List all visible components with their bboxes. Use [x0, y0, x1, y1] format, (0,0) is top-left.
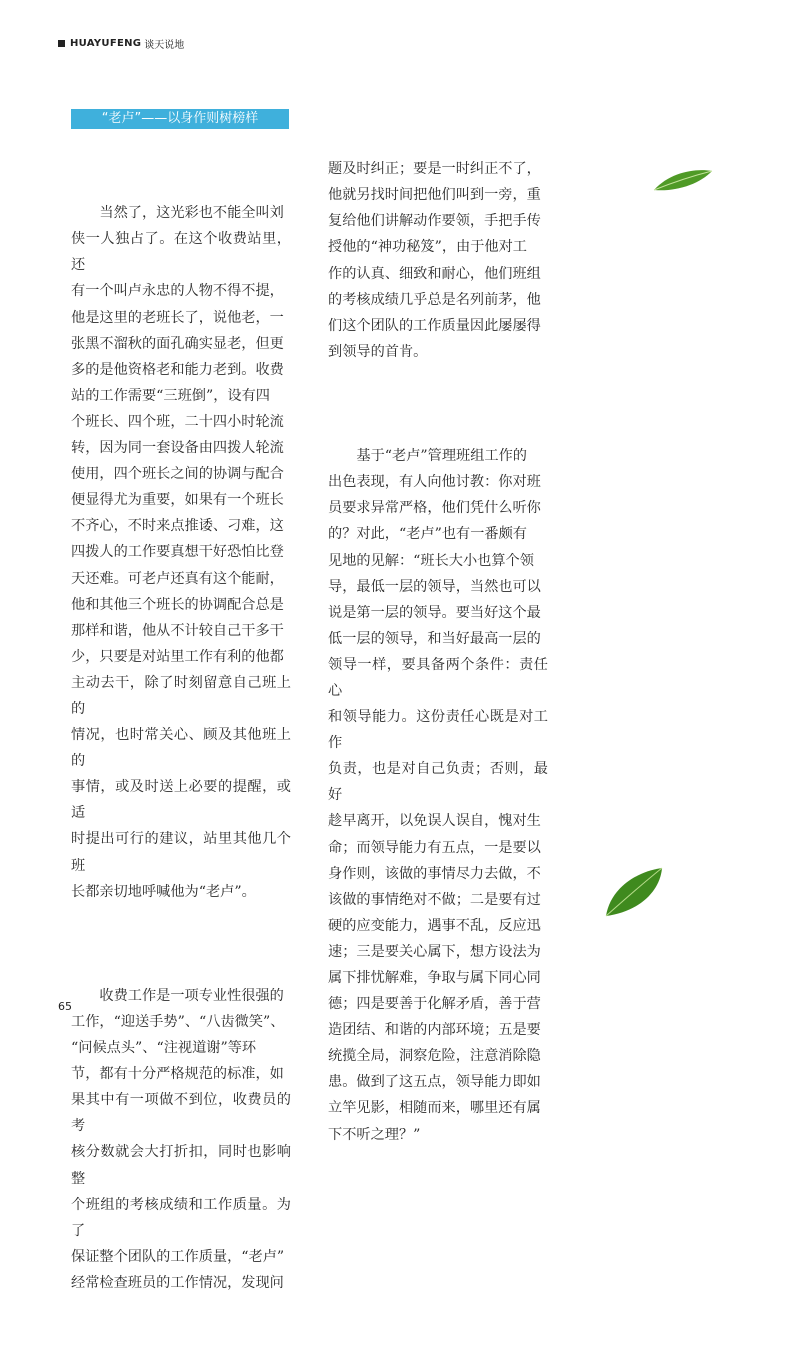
right-column [328, 104, 548, 1200]
leaf-icon [604, 866, 664, 918]
section-title: “老卢”——以身作则树榜样 [71, 109, 289, 129]
paragraph: 当然了，这光彩也不能全叫刘 侠一人独占了。在这个收费站里，还 有一个叫卢永忠的人物不得不提， 他是这里的老班长了，说他老，一 张黑不溜秋的面孔确实显老，但更 多的是他资格老和能力老到。收费 站的工作需要“三班倒”，设有四 个班长、四个班，二十四小时轮流 转，因为同一套设备由四拨人轮流 使用，四个班长之间的协调与配合 便显得尤为重要，如果有一个班长 不齐心，不时来点推诿、刁难，这 四拨人的工作要真想干好恐怕比登 天还难。可老卢还真有这个能耐， 他和其他三个班长的协调配合总是 那样和谐，他从不计较自己干多干 少，只要是对站里工作有利的他都 主动去干，除了时刻留意自己班上的 情况，也时常关心、顾及其他班上的 事情，或及时送上必要的提醒，或适 时提出可行的建议，站里其他几个班 长都亲切地呼喊他为“老卢”。 [71, 205, 291, 900]
header-section: 谈天说地 [144, 40, 185, 51]
header-brand: HUAYUFENG [70, 38, 142, 49]
page-number: 65 [58, 1000, 72, 1013]
running-header [58, 36, 184, 51]
paragraph: 收费工作是一项专业性很强的 工作，“迎送手势”、“八齿微笑”、 “问候点头”、“注视道谢”等环 节，都有十分严格规范的标准，如 果其中有一项做不到位，收费员的考 核分数就会大打折扣，同时也影响整 个班组的考核成绩和工作质量。为了 保证整个团队的工作质量，“老卢” 经常检查班员的工作情况，发现问 [71, 987, 291, 1291]
left-column [71, 148, 291, 1348]
leaf-icon [652, 168, 714, 192]
header-square-icon [58, 40, 65, 47]
paragraph: 题及时纠正；要是一时纠正不了， 他就另找时间把他们叫到一旁，重 复给他们讲解动作要领，手把手传 授他的“神功秘笈”，由于他对工 作的认真、细致和耐心，他们班组 的考核成绩几乎总是名列前茅，他 们这个团队的工作质量因此屡屡得 到领导的首肯。 [328, 161, 541, 360]
paragraph: 基于“老卢”管理班组工作的 出色表现，有人向他讨教：你对班 员要求异常严格，他们凭什么听你 的？对此，“老卢”也有一番颇有 见地的见解：“班长大小也算个领 导，最低一层的领导，当然也可以 说是第一层的领导。要当好这个最 低一层的领导，和当好最高一层的 领导一样，要具备两个条件：责任心 和领导能力。这份责任心既是对工作 负责，也是对自己负责；否则，最好 趁早离开，以免误人误自，愧对生 命；而领导能力有五点，一是要以 身作则，该做的事情尽力去做，不 该做的事情绝对不做；二是要有过 硬的应变能力，遇事不乱，反应迅 速；三是要关心属下，想方设法为 属下排忧解难，争取与属下同心同 德；四是要善于化解矛盾，善于营 造团结、和谐的内部环境；五是要 统揽全局，洞察危险，注意消除隐 患。做到了这五点，领导能力即如 立竿见影，相随而来，哪里还有属 下不听之理？” [328, 448, 548, 1143]
